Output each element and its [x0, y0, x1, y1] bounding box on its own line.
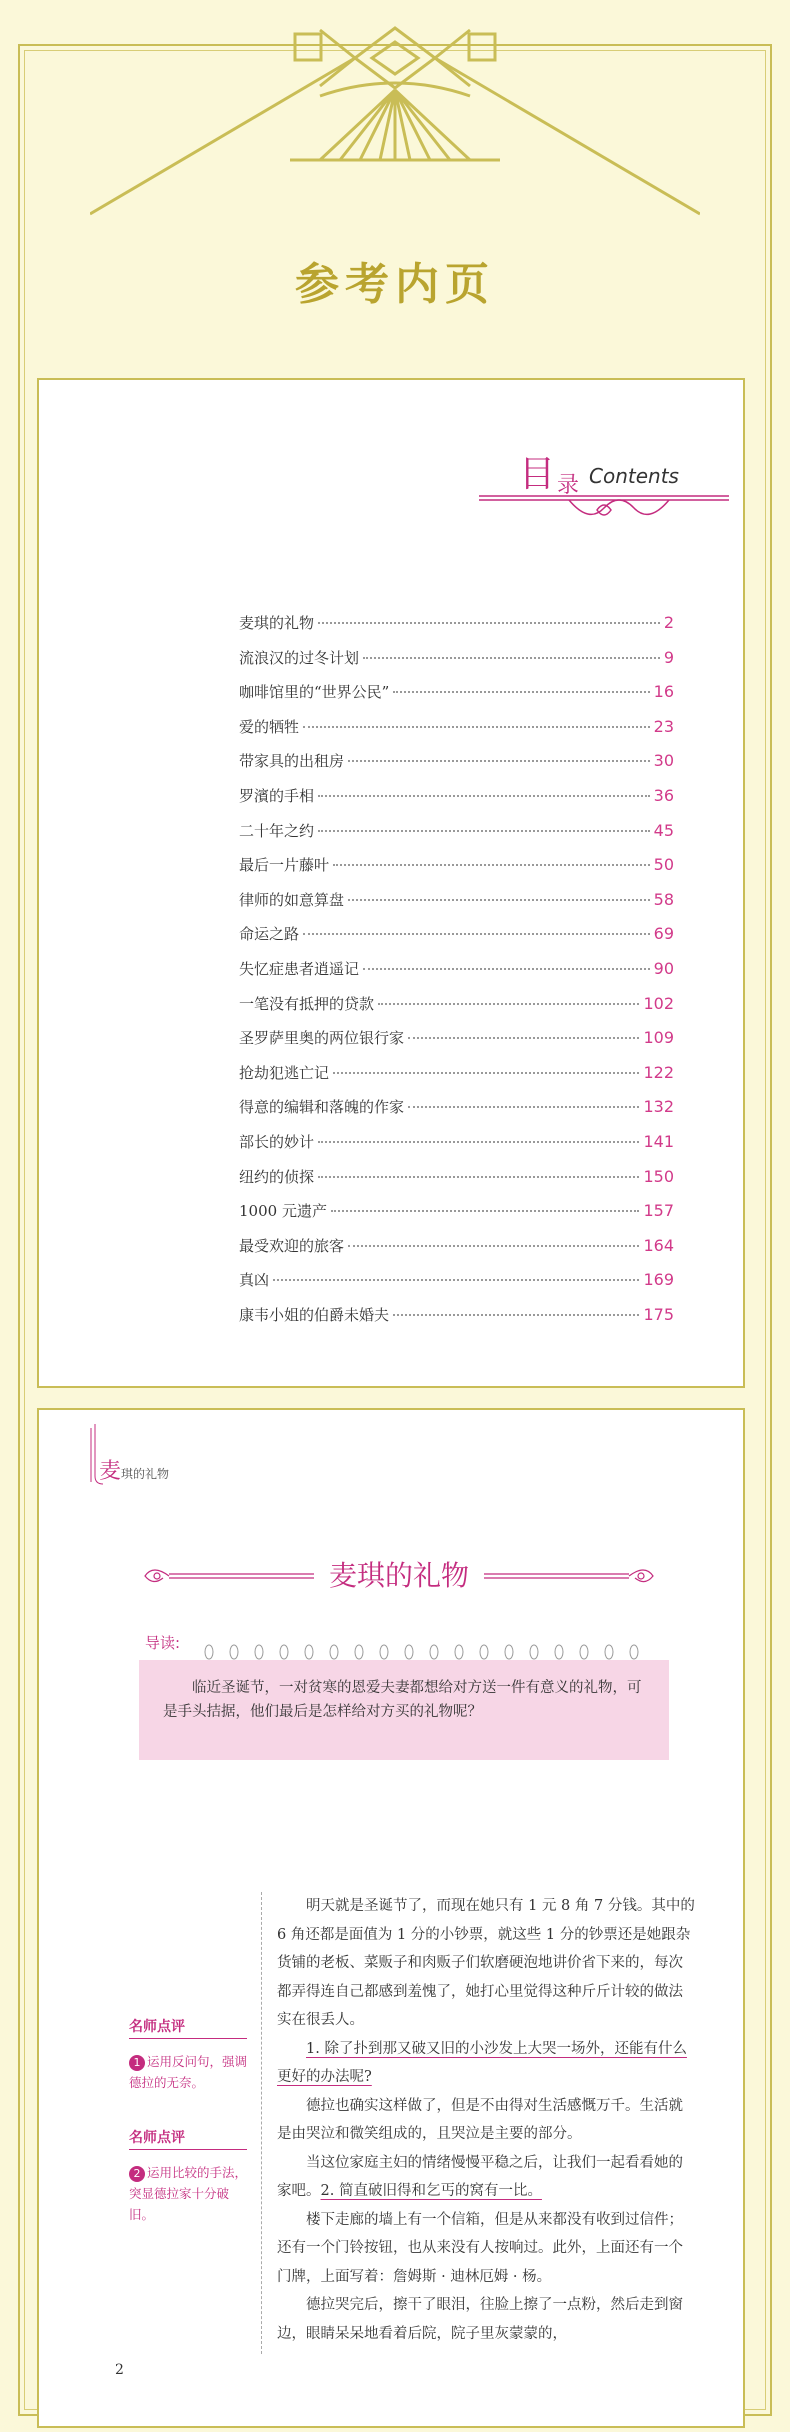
- toc-item[interactable]: 律师的如意算盘 58: [239, 889, 674, 909]
- note-title: 名师点评: [129, 2127, 247, 2150]
- toc-heading-cn-big: 目: [519, 454, 556, 495]
- toc-item[interactable]: 得意的编辑和落魄的作家 132: [239, 1097, 674, 1117]
- page-heading: 参考内页: [295, 259, 495, 310]
- toc-item[interactable]: 抢劫犯逃亡记 122: [239, 1062, 674, 1082]
- toc-item[interactable]: 康韦小姐的伯爵未婚夫 175: [239, 1304, 674, 1324]
- note-body: 2 运用比较的手法，突显德拉家十分破旧。: [129, 2165, 248, 2222]
- story-panel: [37, 1408, 745, 2428]
- annotated-text-1: 1. 除了扑到那又破又旧的小沙发上大哭一场外，还能有什么更好的办法呢?: [277, 2040, 687, 2085]
- header-bracket-icon: [87, 1424, 117, 1494]
- toc-item[interactable]: 失忆症患者逍遥记 90: [239, 958, 674, 978]
- toc-item[interactable]: 命运之路 69: [239, 924, 674, 944]
- paragraph: 明天就是圣诞节了，而现在她只有 1 元 8 角 7 分钱。其中的 6 角还都是面值为 1 分的小钞票，就这些 1 分的钞票还是她跟杂货铺的老板、菜贩子和肉贩子们软磨硬泡地讲价省下来的，每次都弄得连自己都感到羞愧了，她打心里觉得这种斤斤计较的做法实在很丢人。: [277, 1898, 695, 2028]
- story-body: [277, 1892, 697, 2348]
- toc-item[interactable]: 真凶 169: [239, 1270, 674, 1290]
- note-number-badge: 2: [129, 2166, 145, 2182]
- toc-heading-cn-small: 录: [557, 473, 580, 498]
- running-header-char: 麦: [99, 1459, 122, 1484]
- toc-heading-en: Contents: [589, 464, 679, 488]
- toc-item[interactable]: 一笔没有抵押的贷款 102: [239, 993, 674, 1013]
- story-title-banner: [139, 1550, 659, 1600]
- side-notes: [129, 2016, 259, 2225]
- note-number-badge: 1: [129, 2055, 145, 2071]
- page-number: 2: [115, 2362, 124, 2378]
- note-2: [129, 2127, 259, 2225]
- toc-item[interactable]: 罗濱的手相 36: [239, 785, 674, 805]
- toc-item[interactable]: 圣罗萨里奥的两位银行家 109: [239, 1028, 674, 1048]
- toc-swirl-icon: [479, 486, 729, 526]
- running-header-text: 琪的礼物: [121, 1467, 170, 1481]
- paragraph: 当这位家庭主妇的情绪慢慢平稳之后，让我们一起看看她的家吧。2. 简直破旧得和乞丐的窝有一比。: [277, 2154, 683, 2199]
- toc-item[interactable]: 纽约的侦探 150: [239, 1166, 674, 1186]
- toc-list: [239, 612, 674, 1338]
- toc-item[interactable]: 二十年之约 45: [239, 820, 674, 840]
- toc-item[interactable]: 最后一片藤叶 50: [239, 855, 674, 875]
- column-divider: [261, 1892, 262, 2354]
- intro-label: 导读:: [145, 1634, 181, 1652]
- toc-item[interactable]: 麦琪的礼物 2: [239, 613, 674, 632]
- top-ornament-icon: [90, 0, 700, 220]
- running-header: [99, 1454, 169, 1485]
- toc-item[interactable]: 部长的妙计 141: [239, 1131, 674, 1151]
- toc-item[interactable]: 咖啡馆里的“世界公民” 16: [239, 682, 674, 702]
- note-body: 1 运用反问句，强调德拉的无奈。: [129, 2054, 248, 2090]
- toc-item[interactable]: 最受欢迎的旅客 164: [239, 1235, 674, 1255]
- toc-item[interactable]: 流浪汉的过冬计划 9: [239, 647, 674, 667]
- annotated-text-2: 2. 简直破旧得和乞丐的窝有一比。: [320, 2183, 542, 2199]
- paragraph: [277, 2035, 697, 2092]
- note-title: 名师点评: [129, 2016, 247, 2039]
- toc-heading: [479, 446, 729, 526]
- paragraph: 楼下走廊的墙上有一个信箱，但是从来都没有收到过信件；还有一个门铃按钮，也从来没有人按响过。此外，上面还有一个门牌，上面写着：詹姆斯 · 迪林厄姆 · 杨。: [277, 2211, 683, 2285]
- toc-item[interactable]: 带家具的出租房 30: [239, 751, 674, 771]
- toc-item[interactable]: 1000 元遗产 157: [239, 1201, 674, 1221]
- intro-box: 临近圣诞节，一对贫寒的恩爱夫妻都想给对方送一件有意义的礼物，可是手头拮据，他们最后是怎样给对方买的礼物呢？: [139, 1660, 669, 1760]
- toc-item[interactable]: 爱的牺牲 23: [239, 716, 674, 736]
- note-1: [129, 2016, 259, 2093]
- story-title: 麦琪的礼物: [328, 1559, 469, 1592]
- toc-panel: [37, 378, 745, 1388]
- paragraph: 德拉哭完后，擦干了眼泪，往脸上擦了一点粉，然后走到窗边，眼睛呆呆地看着后院，院子里灰蒙蒙的，: [277, 2297, 683, 2342]
- paragraph: 德拉也确实这样做了，但是不由得对生活感慨万千。生活就是由哭泣和微笑组成的，且哭泣是主要的部分。: [277, 2097, 683, 2142]
